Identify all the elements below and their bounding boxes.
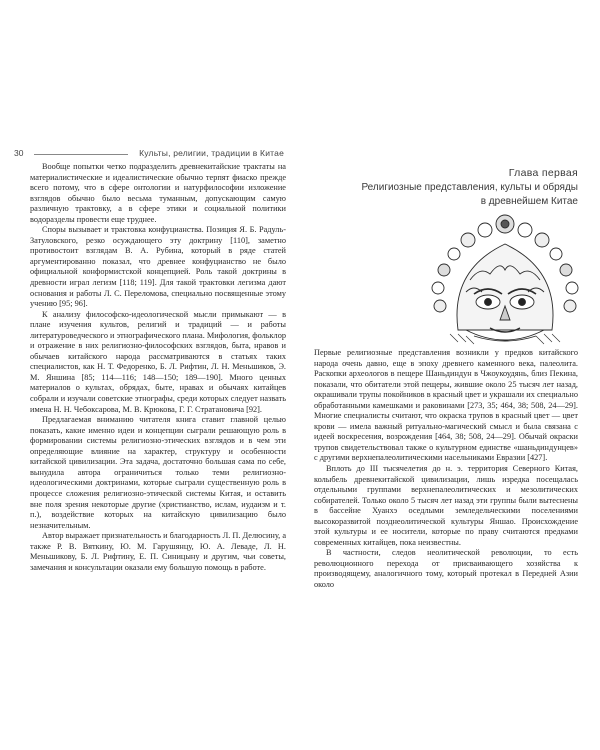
chapter-label: Глава первая (508, 167, 578, 179)
page-number: 30 (14, 148, 24, 158)
paragraph: Вплоть до III тысячелетия до н. э. территория Северного Китая, колыбель древнекитайской цивилизации, лишь изредка посещалась отдельными группами верхнепалеолитических и мезолитических собирателей. Только около 5 тысяч лет назад эти группы были вытеснены в бассейне Хуанхэ оседлыми земледельческими поселениями высокоразвитой позднеолитической культуры Яншао. Происхождение этой культуры и ее носители, которые по праву считаются предками современных китайцев, пока неизвестны. (314, 464, 578, 547)
paragraph: Предлагаемая вниманию читателя книга ставит главной целью показать, какие именно идеи и концепции сыграли решающую роль в формировании системы религиозно-этических взглядов и в чем эти определяющие влияние на характер, структуру и особенности китайской цивилизации. Эта задача, достаточно большая сама по себе, вынудила автора ограничиться только теми религиозно-идеологическими доктринами, которые сыграли существенную роль в процессе сложения религиозно-этической системы Китая, и оставить вне поля зрения некоторые другие (христианство, ислам, иудаизм и т. п.), воздействие которых на китайскую цивилизацию было незначительным. (30, 415, 286, 530)
chapter-title-line-1: Религиозные представления, культы и обряды (361, 182, 578, 193)
paragraph: Автор выражает признательность и благодарность Л. П. Делюсину, а также Р. В. Вяткину, Ю. М. Гарушянцу, Ю. А. Леваде, Л. Н. Меньшикову, Б. Л. Рифтину, Е. П. Синицыну и другим, чьи советы, замечания и консультации оказали ему большую помощь в работе. (30, 531, 286, 572)
paragraph: К анализу философско-идеологической мысли примыкают — в плане изучения культов, религий и традиций — и работы литературоведческого и этнографического плана. Мифология, фольклор и отражение в них религиозно-философских взглядов, быта, нравов и обычаев китайского народа рассматриваются в статьях таких специалистов, как Н. Т. Федоренко, Б. Л. Рифтин, Л. Н. Меньшиков, Э. М. Яншина [85; 114—116; 148—150; 189—190]. Много ценных материалов о культах, обрядах, быте, нравах и обычаях китайцев собрали и изучали советские этнографы, среди которых следует назвать имена Н. Н. Чебоксарова, М. В. Крюкова, Г. Г. Стратановича [92]. (30, 309, 286, 414)
paragraph: Вообще попытки четко подразделить древнекитайские трактаты на материалистические и идеалистические обычно терпят фиаско прежде всего потому, что в сфере онтологии и натурфилософии изложение взглядов обычно было весьма туманным, допускающим самую различную трактовку, а в сфере этики и социальной политики водоразделы провести еще труднее. (30, 162, 286, 224)
chapter-title-line-2: в древнейшем Китае (480, 196, 578, 207)
right-body-text (314, 348, 578, 591)
paragraph: Споры вызывает и трактовка конфуцианства. Позиция Я. Б. Радуль-Затуловского, резко осуждающего эту доктрину [110], заметно противостоит взглядам В. А. Рубина, который в ряде статей аргументированно показал, что древнее конфуцианство не было официальной конформистской концепцией. Роль такой доктрины в древности играл легизм [118; 119]. Для такой трактовки легизма дают основания и работы Л. С. Переломова, специально посвященные этому учению [95; 96]. (30, 225, 286, 309)
theatrical-mask-icon (430, 210, 580, 346)
paragraph: Первые религиозные представления возникли у предков китайского народа очень давно, еще в эпоху древнего каменного века, палеолита. Раскопки археологов в пещере Шаньдиндун в Чжоукоудянь, близ Пекина, показали, что обитатели этой пещеры, жившие около 25 тысяч лет назад, окрашивали трупы покойников в красный цвет и украшали их специально обработанными камешками и раковинами [273, 35; 464, 38; 508, 24—29]. Многие специалисты считают, что окраска трупов в красный цвет — цвет крови — имела важный ритуально-магический смысл и была связана с идеей воскресения, возрождения [464, 38; 508, 24—29]. Обычай окраски трупов свидетельствовал также о культурном единстве «шаньдиндунцев» с другими верхнепалеолитическими насельниками Евразии [427]. (314, 348, 578, 463)
left-body-text (30, 162, 286, 573)
running-title: Культы, религии, традиции в Китае (139, 148, 284, 158)
chapter-heading (308, 167, 578, 208)
paragraph: В частности, следов неолитической революции, то есть революционного перехода от присваивающего хозяйства к производящему, аналогичного тому, который протекал в Передней Азии около (314, 548, 578, 590)
header-rule (34, 154, 128, 155)
